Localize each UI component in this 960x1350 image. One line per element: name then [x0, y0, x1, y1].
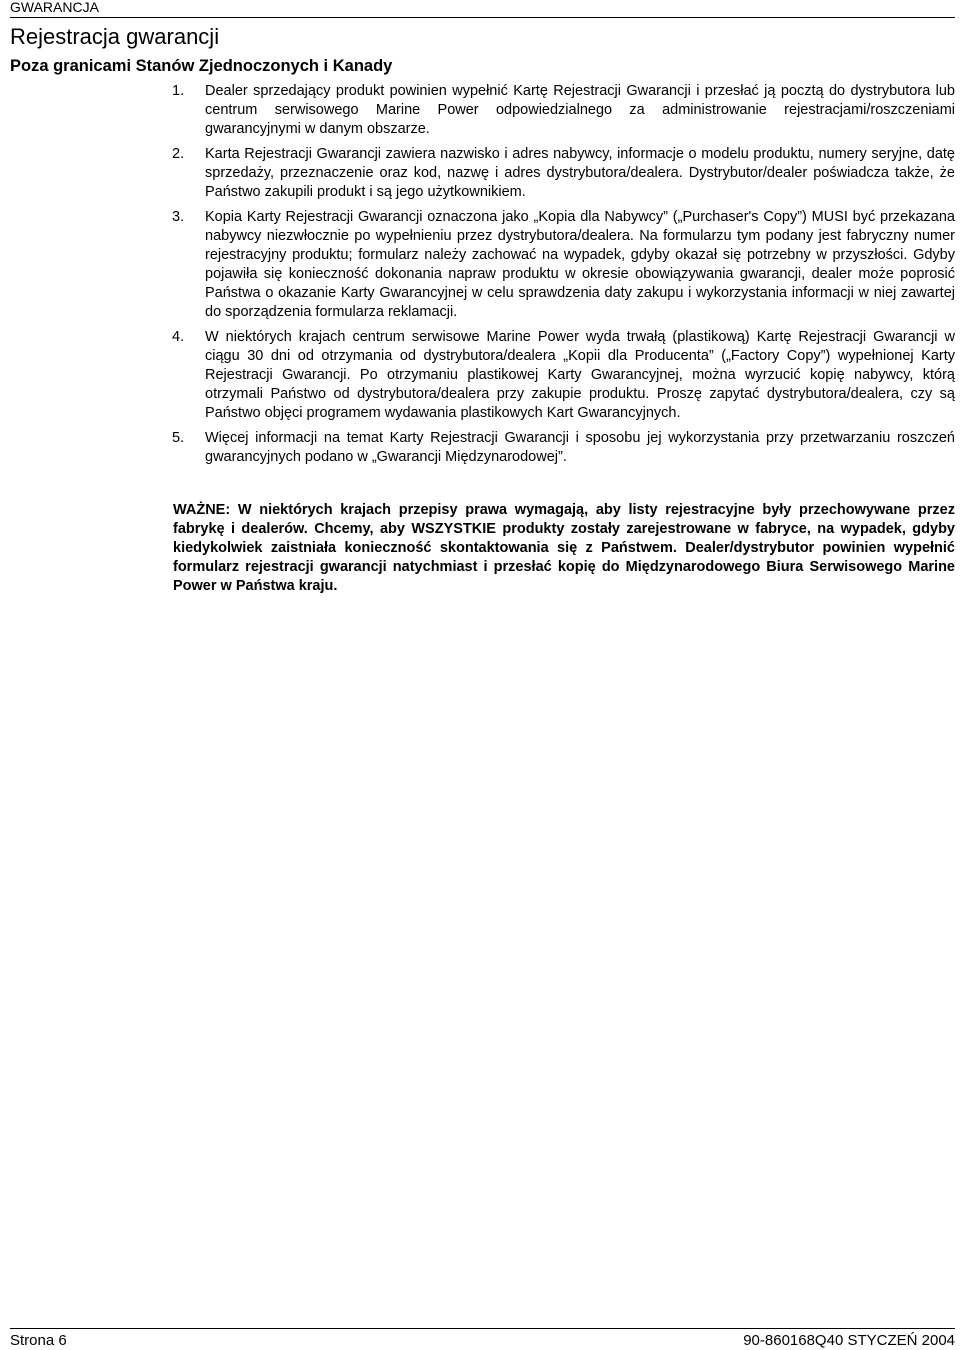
item-number: 5. [172, 430, 185, 446]
list-item [0, 208, 955, 322]
page-title: Rejestracja gwarancji [10, 24, 220, 49]
item-number: 3. [172, 209, 185, 225]
list-item [0, 145, 955, 202]
item-text: Więcej informacji na temat Karty Rejestracji Gwarancji i sposobu jej wykorzystania przy przetwarzaniu roszczeń gwarancyjnych podano w „Gwarancji Międzynarodowej”. [205, 430, 955, 465]
document-code: 90-860168Q40 STYCZEŃ 2004 [743, 1332, 955, 1349]
item-number: 4. [172, 329, 185, 345]
page-footer [10, 1328, 955, 1350]
item-text: W niektórych krajach centrum serwisowe Marine Power wyda trwałą (plastikową) Kartę Rejestracji Gwarancji w ciągu 30 dni od otrzymania od dystrybutora/dealera „Kopii dla Producenta” („Factory Copy”) wypełnionej Karty Rejestracji Gwarancji. Po otrzymaniu plastikowej Karty Gwarancyjnej, można wyrzucić kopię nabywcy, którą otrzymali Państwo od dystrybutora/dealera przy zakupie produktu. Proszę zapytać dystrybutora/dealera, czy są Państwo objęci programem wydawania plastikowych Kart Gwarancyjnych. [205, 329, 955, 421]
item-text: Kopia Karty Rejestracji Gwarancji oznaczona jako „Kopia dla Nabywcy” („Purchaser's Copy”) MUSI być przekazana nabywcy niezwłocznie po wypełnieniu przez dystrybutora/dealera. Na formularzu tym podany jest fabryczny numer rejestracyjny produktu; formularz należy zachować na wypadek, gdyby okazał się potrzebny w przyszłości. Gdyby pojawiła się konieczność dokonania napraw produktu w okresie obowiązywania gwarancji, dealer może poprosić Państwa o okazanie Karty Gwarancyjnej w celu sprawdzenia daty zakupu i wykorzystania informacji w niej zawartej do sporządzenia formularza reklamacji. [205, 209, 955, 320]
page-number: Strona 6 [10, 1332, 67, 1349]
list-item [0, 82, 955, 139]
page-header [10, 0, 955, 18]
item-text: Dealer sprzedający produkt powinien wypełnić Kartę Rejestracji Gwarancji i przesłać ją pocztą do dystrybutora lub centrum serwisowego Marine Power odpowiedzialnego za administrowanie rejestracjami/roszczeniami gwarancyjnymi w danym obszarze. [205, 83, 955, 137]
numbered-list [0, 82, 955, 473]
page-subtitle: Poza granicami Stanów Zjednoczonych i Kanady [10, 57, 393, 75]
important-note: WAŻNE: W niektórych krajach przepisy prawa wymagają, aby listy rejestracyjne były przechowywane przez fabrykę i dealerów. Chcemy, aby WSZYSTKIE produkty zostały zarejestrowane w fabryce, na wypadek, gdyby kiedykolwiek zaistniała konieczność skontaktowania się z Państwem. Dealer/dystrybutor powinien wypełnić formularz rejestracji gwarancji natychmiast i przesłać kopię do Międzynarodowego Biura Serwisowego Marine Power w Państwa kraju. [173, 502, 955, 594]
list-item [0, 328, 955, 423]
item-text: Karta Rejestracji Gwarancji zawiera nazwisko i adres nabywcy, informacje o modelu produktu, numery seryjne, datę sprzedaży, przeznaczenie oraz kod, nazwę i adres dystrybutora/dealera. Dystrybutor/dealer poświadcza także, że Państwo zakupili produkt i są jego użytkownikiem. [205, 146, 955, 200]
item-number: 1. [172, 83, 185, 99]
item-number: 2. [172, 146, 185, 162]
list-item [0, 429, 955, 467]
section-label: GWARANCJA [10, 0, 99, 15]
